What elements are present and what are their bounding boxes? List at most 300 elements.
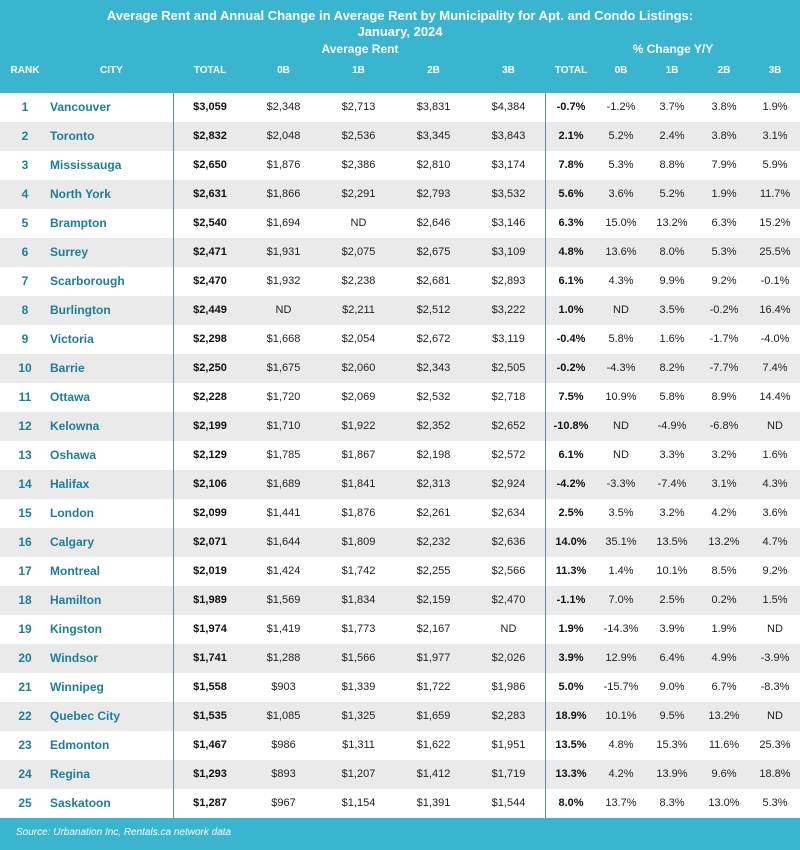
change-3b-cell: -3.9% xyxy=(760,652,790,664)
table-row xyxy=(0,209,800,238)
total-rent-cell: $2,129 xyxy=(193,449,227,461)
total-change-cell: 5.0% xyxy=(558,681,584,693)
rent-2b-cell: $2,675 xyxy=(416,246,451,258)
change-0b-cell: 5.3% xyxy=(608,159,634,171)
city-cell: Surrey xyxy=(50,245,89,259)
rent-3b-cell: $2,634 xyxy=(491,507,526,519)
change-1b-cell: 13.5% xyxy=(656,536,688,548)
table-row xyxy=(0,238,800,267)
change-2b-cell: 11.6% xyxy=(708,739,740,751)
table-row xyxy=(0,325,800,354)
header-city: CITY xyxy=(100,65,123,76)
change-1b-cell: 2.5% xyxy=(659,594,685,606)
change-3b-cell: 7.4% xyxy=(762,362,788,374)
header-0b-change: 0B xyxy=(614,65,628,76)
rent-1b-cell: $2,536 xyxy=(341,130,376,142)
total-rent-cell: $1,293 xyxy=(193,768,227,780)
rent-2b-cell: $1,622 xyxy=(416,739,451,751)
rent-1b-cell: $1,841 xyxy=(341,478,376,490)
change-0b-cell: 13.6% xyxy=(605,246,637,258)
rent-2b-cell: $2,512 xyxy=(416,304,451,316)
table-row xyxy=(0,441,800,470)
total-change-cell: -0.4% xyxy=(556,333,586,345)
rank-cell: 12 xyxy=(18,419,32,433)
rent-1b-cell: $2,069 xyxy=(341,391,376,403)
total-rent-cell: $1,535 xyxy=(193,710,227,722)
table-row xyxy=(0,586,800,615)
change-1b-cell: 9.5% xyxy=(659,710,685,722)
rent-2b-cell: $2,255 xyxy=(416,565,451,577)
rent-2b-cell: $2,352 xyxy=(416,420,451,432)
city-cell: Barrie xyxy=(50,361,85,375)
total-rent-cell: $1,558 xyxy=(193,681,227,693)
rent-3b-cell: $2,566 xyxy=(491,565,526,577)
total-rent-cell: $1,974 xyxy=(193,623,227,635)
change-0b-cell: -15.7% xyxy=(603,681,639,693)
rent-1b-cell: $2,060 xyxy=(341,362,376,374)
change-3b-cell: ND xyxy=(767,623,783,635)
total-rent-cell: $1,287 xyxy=(193,797,227,809)
rent-2b-cell: $2,232 xyxy=(416,536,451,548)
table-row xyxy=(0,557,800,586)
rent-2b-cell: $2,343 xyxy=(416,362,451,374)
table-header xyxy=(0,0,800,93)
change-3b-cell: 1.5% xyxy=(762,594,788,606)
change-1b-cell: 3.2% xyxy=(659,507,685,519)
header-3b-change: 3B xyxy=(768,65,782,76)
rent-0b-cell: $1,866 xyxy=(266,188,301,200)
rent-3b-cell: $4,384 xyxy=(491,101,526,113)
table-row xyxy=(0,470,800,499)
total-rent-cell: $2,019 xyxy=(193,565,227,577)
rent-3b-cell: $2,505 xyxy=(491,362,526,374)
title-line-1: Average Rent and Annual Change in Average Rent by Municipality for Apt. and Condo Listings: xyxy=(106,8,694,23)
change-2b-cell: 6.7% xyxy=(711,681,737,693)
change-2b-cell: 5.3% xyxy=(711,246,737,258)
total-change-cell: 4.8% xyxy=(558,246,584,258)
total-change-cell: 14.0% xyxy=(555,536,587,548)
rent-0b-cell: $1,569 xyxy=(266,594,301,606)
change-1b-cell: 9.0% xyxy=(659,681,685,693)
rent-2b-cell: $2,167 xyxy=(416,623,451,635)
change-0b-cell: ND xyxy=(613,420,629,432)
change-0b-cell: 5.8% xyxy=(608,333,634,345)
rent-1b-cell: $2,386 xyxy=(341,159,376,171)
change-1b-cell: 8.0% xyxy=(659,246,685,258)
rent-0b-cell: $893 xyxy=(271,768,296,780)
title-line-2: January, 2024 xyxy=(357,24,443,39)
rent-3b-cell: $2,636 xyxy=(491,536,526,548)
total-change-cell: 8.0% xyxy=(558,797,584,809)
total-rent-cell: $2,099 xyxy=(193,507,227,519)
city-cell: Windsor xyxy=(50,651,98,665)
change-1b-cell: 8.3% xyxy=(659,797,685,809)
rent-3b-cell: $3,222 xyxy=(491,304,526,316)
change-0b-cell: ND xyxy=(613,449,629,461)
rent-2b-cell: $2,159 xyxy=(416,594,451,606)
rank-cell: 2 xyxy=(21,129,29,143)
rent-2b-cell: $2,793 xyxy=(416,188,451,200)
rent-1b-cell: ND xyxy=(350,217,367,229)
rank-cell: 21 xyxy=(18,680,32,694)
change-1b-cell: 9.9% xyxy=(659,275,685,287)
total-change-cell: 7.5% xyxy=(558,391,584,403)
total-rent-cell: $2,650 xyxy=(193,159,227,171)
change-1b-cell: 8.8% xyxy=(659,159,685,171)
total-rent-cell: $2,832 xyxy=(193,130,227,142)
rent-0b-cell: $1,689 xyxy=(266,478,301,490)
change-2b-cell: 13.2% xyxy=(708,536,740,548)
change-2b-cell: 8.5% xyxy=(711,565,737,577)
change-3b-cell: 5.9% xyxy=(762,159,788,171)
total-change-cell: 18.9% xyxy=(555,710,587,722)
change-2b-cell: 6.3% xyxy=(711,217,737,229)
rent-1b-cell: $1,809 xyxy=(341,536,376,548)
rent-0b-cell: $1,441 xyxy=(266,507,301,519)
change-0b-cell: -3.3% xyxy=(606,478,636,490)
rank-cell: 4 xyxy=(21,187,29,201)
rent-2b-cell: $2,261 xyxy=(416,507,451,519)
rent-0b-cell: $1,424 xyxy=(266,565,301,577)
rent-0b-cell: $2,348 xyxy=(266,101,301,113)
change-2b-cell: 7.9% xyxy=(711,159,737,171)
city-cell: Burlington xyxy=(50,303,111,317)
rank-cell: 5 xyxy=(21,216,29,230)
change-0b-cell: -1.2% xyxy=(606,101,636,113)
rent-0b-cell: $986 xyxy=(271,739,296,751)
total-rent-cell: $2,298 xyxy=(193,333,227,345)
change-3b-cell: 4.7% xyxy=(762,536,788,548)
change-1b-cell: 8.2% xyxy=(659,362,685,374)
total-change-cell: 7.8% xyxy=(558,159,584,171)
rent-1b-cell: $2,291 xyxy=(341,188,376,200)
change-2b-cell: 9.6% xyxy=(711,768,737,780)
rank-cell: 10 xyxy=(18,361,32,375)
rent-0b-cell: $1,876 xyxy=(266,159,301,171)
rent-2b-cell: $3,831 xyxy=(416,101,451,113)
change-2b-cell: 0.2% xyxy=(711,594,737,606)
total-change-cell: -0.7% xyxy=(556,101,586,113)
rent-0b-cell: $1,710 xyxy=(266,420,301,432)
rent-1b-cell: $2,054 xyxy=(341,333,376,345)
rank-cell: 19 xyxy=(18,622,32,636)
change-0b-cell: 5.2% xyxy=(608,130,634,142)
city-cell: Brampton xyxy=(50,216,107,230)
rent-3b-cell: $2,283 xyxy=(491,710,526,722)
change-1b-cell: -7.4% xyxy=(657,478,687,490)
rent-1b-cell: $1,566 xyxy=(341,652,376,664)
city-cell: Edmonton xyxy=(50,738,110,752)
rent-3b-cell: $1,951 xyxy=(491,739,526,751)
rank-cell: 17 xyxy=(18,564,32,578)
table-row xyxy=(0,731,800,760)
rent-3b-cell: $3,119 xyxy=(492,333,525,345)
rent-2b-cell: $3,345 xyxy=(416,130,451,142)
rank-cell: 16 xyxy=(18,535,32,549)
header-2b-rent: 2B xyxy=(427,65,440,76)
rank-cell: 22 xyxy=(18,709,32,723)
rent-1b-cell: $1,742 xyxy=(341,565,376,577)
table-row xyxy=(0,354,800,383)
change-3b-cell: 25.5% xyxy=(759,246,791,258)
change-1b-cell: 2.4% xyxy=(659,130,685,142)
rent-3b-cell: $2,572 xyxy=(491,449,526,461)
rent-0b-cell: $1,644 xyxy=(266,536,301,548)
change-2b-cell: 3.8% xyxy=(711,130,737,142)
rent-1b-cell: $1,311 xyxy=(342,739,375,751)
table-row xyxy=(0,702,800,731)
change-3b-cell: 18.8% xyxy=(759,768,791,780)
change-3b-cell: 9.2% xyxy=(762,565,788,577)
rent-0b-cell: $903 xyxy=(271,681,296,693)
header-2b-change: 2B xyxy=(717,65,731,76)
table-body xyxy=(0,93,800,818)
change-2b-cell: 13.0% xyxy=(708,797,740,809)
change-3b-cell: 3.1% xyxy=(762,130,788,142)
rent-2b-cell: $1,659 xyxy=(416,710,451,722)
rank-cell: 1 xyxy=(21,100,29,114)
rank-cell: 24 xyxy=(18,767,32,781)
change-3b-cell: 15.2% xyxy=(759,217,791,229)
change-3b-cell: 5.3% xyxy=(762,797,788,809)
city-cell: Quebec City xyxy=(50,709,121,723)
rent-2b-cell: $2,198 xyxy=(416,449,451,461)
rank-cell: 20 xyxy=(18,651,32,665)
rent-2b-cell: $2,313 xyxy=(416,478,451,490)
table-row xyxy=(0,122,800,151)
group-percent-change: % Change Y/Y xyxy=(632,42,714,56)
total-rent-cell: $2,071 xyxy=(193,536,227,548)
divider-city-total xyxy=(173,93,174,818)
rent-2b-cell: $2,646 xyxy=(416,217,451,229)
change-3b-cell: ND xyxy=(767,710,783,722)
total-change-cell: -0.2% xyxy=(556,362,586,374)
rent-2b-cell: $2,532 xyxy=(416,391,451,403)
city-cell: Winnipeg xyxy=(50,680,104,694)
change-3b-cell: -8.3% xyxy=(760,681,790,693)
city-cell: Victoria xyxy=(50,332,94,346)
rent-3b-cell: $1,544 xyxy=(491,797,526,809)
change-1b-cell: 3.7% xyxy=(659,101,685,113)
change-3b-cell: ND xyxy=(767,420,783,432)
rent-0b-cell: $1,419 xyxy=(266,623,301,635)
rank-cell: 9 xyxy=(21,332,29,346)
rent-2b-cell: $1,977 xyxy=(416,652,451,664)
rent-2b-cell: $2,672 xyxy=(416,333,451,345)
change-0b-cell: 3.5% xyxy=(608,507,634,519)
change-1b-cell: 3.3% xyxy=(659,449,685,461)
change-0b-cell: 4.8% xyxy=(608,739,634,751)
city-cell: Halifax xyxy=(50,477,90,491)
change-0b-cell: 15.0% xyxy=(605,217,637,229)
table-row xyxy=(0,673,800,702)
rent-3b-cell: $1,986 xyxy=(491,681,526,693)
rent-3b-cell: $2,470 xyxy=(491,594,526,606)
header-1b-rent: 1B xyxy=(352,65,365,76)
total-change-cell: 13.5% xyxy=(555,739,587,751)
rank-cell: 3 xyxy=(21,158,29,172)
change-3b-cell: 14.4% xyxy=(759,391,791,403)
rent-0b-cell: $1,085 xyxy=(266,710,301,722)
rent-2b-cell: $1,391 xyxy=(416,797,451,809)
header-total-change: TOTAL xyxy=(554,65,588,76)
rent-3b-cell: $3,109 xyxy=(491,246,526,258)
change-2b-cell: 4.2% xyxy=(711,507,737,519)
city-cell: North York xyxy=(50,187,111,201)
change-0b-cell: 7.0% xyxy=(608,594,634,606)
change-2b-cell: 3.8% xyxy=(711,101,737,113)
change-2b-cell: -0.2% xyxy=(709,304,739,316)
rent-1b-cell: $1,834 xyxy=(341,594,376,606)
table-row xyxy=(0,151,800,180)
table-row xyxy=(0,296,800,325)
rent-3b-cell: $2,718 xyxy=(491,391,526,403)
total-rent-cell: $2,228 xyxy=(193,391,227,403)
rent-0b-cell: ND xyxy=(275,304,292,316)
total-rent-cell: $2,199 xyxy=(193,420,227,432)
change-0b-cell: 4.3% xyxy=(608,275,634,287)
table-title xyxy=(0,8,800,40)
total-change-cell: 11.3% xyxy=(555,565,587,577)
change-2b-cell: 13.2% xyxy=(708,710,740,722)
change-3b-cell: 1.9% xyxy=(762,101,788,113)
change-0b-cell: 3.6% xyxy=(608,188,634,200)
rank-cell: 23 xyxy=(18,738,32,752)
rent-1b-cell: $1,207 xyxy=(341,768,376,780)
rent-3b-cell: $2,652 xyxy=(491,420,526,432)
rent-1b-cell: $1,876 xyxy=(341,507,376,519)
rank-cell: 13 xyxy=(18,448,32,462)
rent-3b-cell: $2,924 xyxy=(491,478,526,490)
total-rent-cell: $1,467 xyxy=(193,739,227,751)
table-footer xyxy=(0,818,800,850)
rent-3b-cell: $2,893 xyxy=(491,275,526,287)
change-1b-cell: 3.5% xyxy=(659,304,685,316)
total-rent-cell: $2,471 xyxy=(193,246,227,258)
header-rank: RANK xyxy=(10,65,40,76)
change-0b-cell: 4.2% xyxy=(608,768,634,780)
city-cell: Regina xyxy=(50,767,91,781)
group-average-rent: Average Rent xyxy=(321,42,399,56)
change-0b-cell: 10.1% xyxy=(605,710,637,722)
total-change-cell: 6.1% xyxy=(558,449,584,461)
city-cell: Scarborough xyxy=(50,274,125,288)
rent-0b-cell: $1,931 xyxy=(266,246,301,258)
total-rent-cell: $2,631 xyxy=(193,188,227,200)
header-0b-rent: 0B xyxy=(277,65,290,76)
change-2b-cell: 1.9% xyxy=(711,623,737,635)
table-row xyxy=(0,644,800,673)
rent-2b-cell: $1,412 xyxy=(416,768,451,780)
rent-0b-cell: $967 xyxy=(271,797,296,809)
total-rent-cell: $2,470 xyxy=(193,275,227,287)
change-2b-cell: -6.8% xyxy=(709,420,739,432)
change-1b-cell: 13.9% xyxy=(656,768,688,780)
rent-3b-cell: $3,843 xyxy=(491,130,526,142)
change-2b-cell: 3.1% xyxy=(711,478,737,490)
rent-1b-cell: $2,075 xyxy=(341,246,376,258)
change-0b-cell: 13.7% xyxy=(605,797,637,809)
rent-3b-cell: $3,146 xyxy=(491,217,526,229)
rent-0b-cell: $1,785 xyxy=(266,449,301,461)
rank-cell: 6 xyxy=(21,245,29,259)
rent-3b-cell: ND xyxy=(500,623,517,635)
total-change-cell: 3.9% xyxy=(558,652,584,664)
rent-0b-cell: $1,720 xyxy=(266,391,301,403)
rent-1b-cell: $1,154 xyxy=(341,797,376,809)
table-row xyxy=(0,383,800,412)
rent-3b-cell: $2,026 xyxy=(491,652,526,664)
change-0b-cell: ND xyxy=(613,304,629,316)
change-3b-cell: 11.7% xyxy=(759,188,791,200)
total-rent-cell: $2,250 xyxy=(193,362,227,374)
change-2b-cell: 4.9% xyxy=(711,652,737,664)
source-note: Source: Urbanation Inc, Rentals.ca network data xyxy=(16,827,232,838)
change-1b-cell: 6.4% xyxy=(659,652,685,664)
rent-3b-cell: $3,174 xyxy=(491,159,526,171)
change-1b-cell: 13.2% xyxy=(656,217,688,229)
change-2b-cell: -7.7% xyxy=(709,362,739,374)
total-change-cell: 5.6% xyxy=(558,188,584,200)
change-1b-cell: 5.2% xyxy=(659,188,685,200)
rent-3b-cell: $3,532 xyxy=(491,188,526,200)
rent-3b-cell: $1,719 xyxy=(491,768,526,780)
table-row xyxy=(0,789,800,818)
rent-0b-cell: $1,932 xyxy=(266,275,301,287)
change-2b-cell: 8.9% xyxy=(711,391,737,403)
table-row xyxy=(0,615,800,644)
total-rent-cell: $3,059 xyxy=(193,101,227,113)
rent-0b-cell: $1,668 xyxy=(266,333,301,345)
city-cell: London xyxy=(50,506,94,520)
change-3b-cell: -4.0% xyxy=(760,333,790,345)
rank-cell: 11 xyxy=(18,390,32,404)
total-change-cell: 6.1% xyxy=(558,275,584,287)
total-change-cell: 1.9% xyxy=(558,623,584,635)
rank-cell: 15 xyxy=(18,506,32,520)
table-row xyxy=(0,180,800,209)
city-cell: Saskatoon xyxy=(50,796,111,810)
total-change-cell: -10.8% xyxy=(553,420,589,432)
change-3b-cell: 4.3% xyxy=(762,478,788,490)
total-rent-cell: $2,540 xyxy=(193,217,227,229)
table-row xyxy=(0,267,800,296)
city-cell: Vancouver xyxy=(50,100,111,114)
city-cell: Oshawa xyxy=(50,448,97,462)
city-cell: Mississauga xyxy=(50,158,122,172)
change-1b-cell: 1.6% xyxy=(659,333,685,345)
rent-0b-cell: $1,288 xyxy=(266,652,301,664)
change-1b-cell: 3.9% xyxy=(659,623,685,635)
rent-1b-cell: $2,211 xyxy=(342,304,375,316)
total-rent-cell: $2,449 xyxy=(193,304,227,316)
rent-2b-cell: $2,681 xyxy=(416,275,451,287)
city-cell: Hamilton xyxy=(50,593,102,607)
total-change-cell: 2.1% xyxy=(558,130,584,142)
total-change-cell: -1.1% xyxy=(556,594,586,606)
table-row xyxy=(0,412,800,441)
rank-cell: 8 xyxy=(21,303,29,317)
rank-cell: 7 xyxy=(21,274,29,288)
change-3b-cell: 1.6% xyxy=(762,449,788,461)
divider-rent-change xyxy=(545,93,546,818)
rent-1b-cell: $2,238 xyxy=(341,275,376,287)
change-1b-cell: 5.8% xyxy=(659,391,685,403)
rent-2b-cell: $1,722 xyxy=(416,681,451,693)
rent-1b-cell: $1,339 xyxy=(341,681,376,693)
rent-0b-cell: $2,048 xyxy=(266,130,301,142)
rent-1b-cell: $1,325 xyxy=(341,710,376,722)
